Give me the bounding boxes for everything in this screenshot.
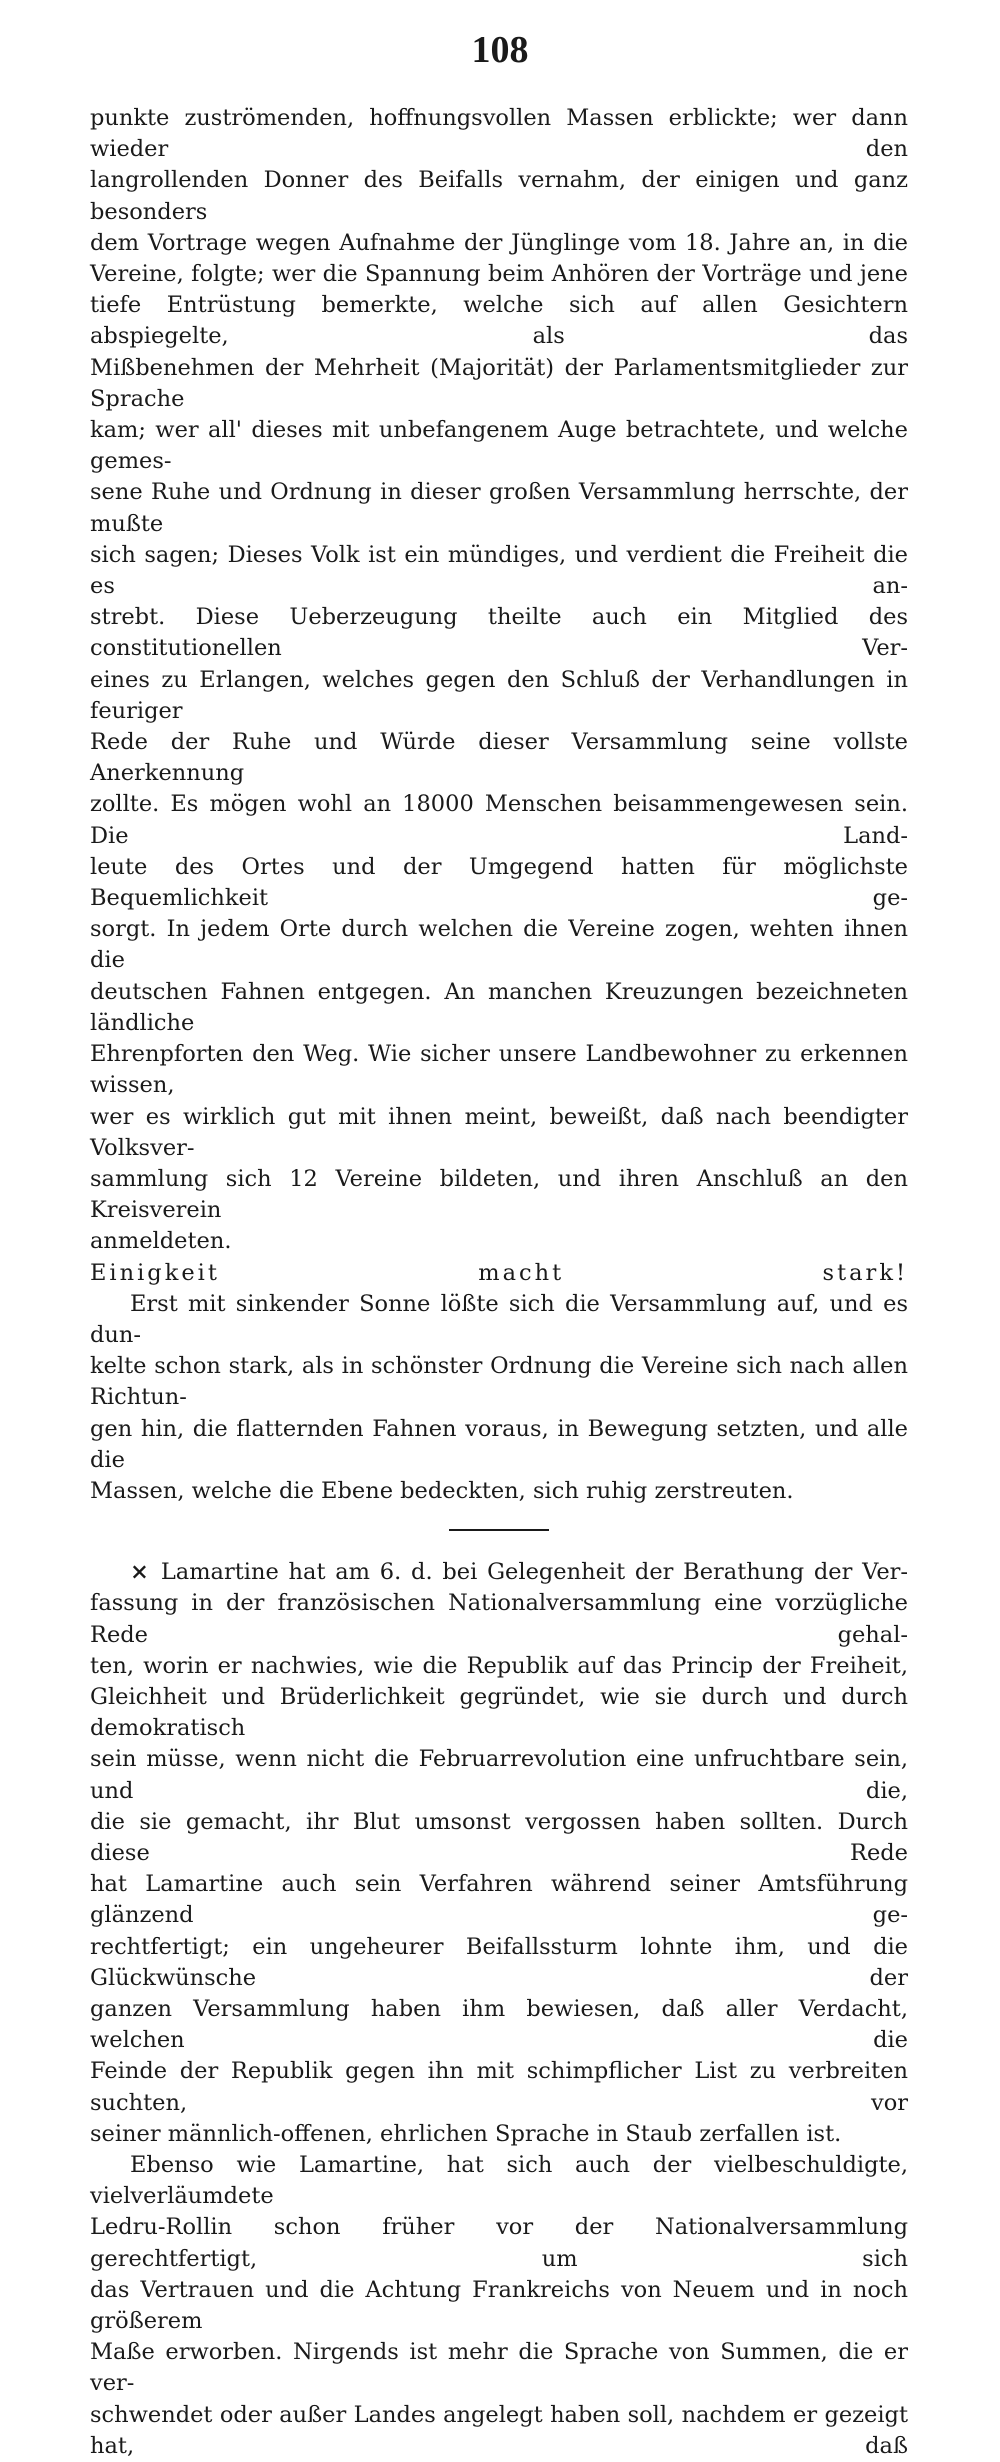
text-line: eines zu Erlangen, welches gegen den Schluß der Verhandlungen in feuriger xyxy=(90,666,908,724)
text-line: hat Lamartine auch sein Verfahren während seiner Amtsführung glänzend ge- xyxy=(90,1871,908,1929)
text-line: Ledru-Rollin schon früher vor der Nationalversammlung gerechtfertigt, um sich xyxy=(90,2214,908,2272)
text-line: sich sagen; Dieses Volk ist ein mündiges, und verdient die Freiheit die es an- xyxy=(90,541,908,600)
section-divider xyxy=(449,1529,549,1531)
page-number: 108 xyxy=(471,29,529,71)
text-line: Massen, welche die Ebene bedeckten, sich ruhig zerstreuten. xyxy=(90,1477,794,1504)
text-line: dem Vortrage wegen Aufnahme der Jünglinge vom 18. Jahre an, in die xyxy=(90,229,908,256)
text-line: sene Ruhe und Ordnung in dieser großen Versammlung herrschte, der mußte xyxy=(90,479,908,537)
text-line: ten, worin er nachwies, wie die Republik auf das Princip der Freiheit, xyxy=(90,1652,908,1679)
cross-marker-icon: ⨯ xyxy=(130,1559,149,1586)
text-line: sein müsse, wenn nicht die Februarrevolution eine unfruchtbare sein, und die, xyxy=(90,1746,908,1804)
text-line: Feinde der Republik gegen ihn mit schimpflicher List zu verbreiten suchten, vor xyxy=(90,2058,908,2116)
text-line: schwendet oder außer Landes angelegt haben soll, nachdem er gezeigt hat, daß xyxy=(90,2401,908,2459)
text-line: zollte. Es mögen wohl an 18000 Menschen beisammengewesen sein. Die Land- xyxy=(90,791,908,849)
text-line: Rede der Ruhe und Würde dieser Versammlung seine vollste Anerkennung xyxy=(90,729,908,787)
body-text xyxy=(90,103,908,2462)
text-line: Maße erworben. Nirgends ist mehr die Sprache von Summen, die er ver- xyxy=(90,2339,908,2397)
text-line: kelte schon stark, als in schönster Ordnung die Vereine sich nach allen Richtun- xyxy=(90,1353,908,1411)
text-line: rechtfertigt; ein ungeheurer Beifallssturm lohnte ihm, und die Glückwünsche der xyxy=(90,1933,908,1991)
text-line: fassung in der französischen Nationalversammlung eine vorzügliche Rede gehal- xyxy=(90,1590,908,1648)
paragraph-3 xyxy=(90,1557,908,2150)
text-line: seiner männlich-offenen, ehrlichen Sprache in Staub zerfallen ist. xyxy=(90,2120,842,2147)
paragraph-4 xyxy=(90,2150,908,2462)
text-line: punkte zuströmenden, hoffnungsvollen Massen erblickte; wer dann wieder den xyxy=(90,105,908,163)
text-line: leute des Ortes und der Umgegend hatten für möglichste Bequemlichkeit ge- xyxy=(90,853,908,912)
text-line: Gleichheit und Brüderlichkeit gegründet, wie sie durch und durch demokratisch xyxy=(90,1683,908,1742)
text-line: Mißbenehmen der Mehrheit (Majorität) der Parlamentsmitglieder zur Sprache xyxy=(90,354,908,412)
text-line: ganzen Versammlung haben ihm bewiesen, daß aller Verdacht, welchen die xyxy=(90,1995,908,2054)
paragraph-2 xyxy=(90,1289,908,1507)
text-line: langrollenden Donner des Beifalls vernahm, der einigen und ganz besonders xyxy=(90,167,908,225)
text-line: deutschen Fahnen entgegen. An manchen Kreuzungen bezeichneten ländliche xyxy=(90,978,908,1036)
text-line: kam; wer all' dieses mit unbefangenem Auge betrachtete, und welche gemes- xyxy=(90,417,908,475)
text-line: anmeldeten. xyxy=(90,1228,232,1255)
text-line xyxy=(90,1557,908,1588)
text-line: sammlung sich 12 Vereine bildeten, und ihren Anschluß an den Kreisverein xyxy=(90,1165,908,1224)
text-line: strebt. Diese Ueberzeugung theilte auch ein Mitglied des constitutionellen Ver- xyxy=(90,604,908,662)
text-line: die sie gemacht, ihr Blut umsonst vergossen haben sollten. Durch diese Rede xyxy=(90,1808,908,1866)
text-line: Vereine, folgte; wer die Spannung beim Anhören der Vorträge und jene xyxy=(90,261,908,288)
text-line: gen hin, die flatternden Fahnen voraus, in Bewegung setzten, und alle die xyxy=(90,1415,908,1473)
paragraph-1 xyxy=(90,103,908,1258)
text-line: das Vertrauen und die Achtung Frankreichs von Neuem und in noch größerem xyxy=(90,2276,908,2335)
text-line: Ehrenpforten den Weg. Wie sicher unsere Landbewohner zu erkennen wissen, xyxy=(90,1041,908,1099)
text-line: Erst mit sinkender Sonne lößte sich die Versammlung auf, und es dun- xyxy=(90,1290,908,1348)
section-heading: Einigkeit macht stark! xyxy=(90,1259,908,1286)
text-line: tiefe Entrüstung bemerkte, welche sich auf allen Gesichtern abspiegelte, als das xyxy=(90,292,908,350)
text-line: Ebenso wie Lamartine, hat sich auch der vielbeschuldigte, vielverläumdete xyxy=(90,2152,908,2210)
text-line-content: Lamartine hat am 6. d. bei Gelegenheit der Berathung der Ver- xyxy=(160,1559,908,1586)
text-line: wer es wirklich gut mit ihnen meint, beweißt, daß nach beendigter Volksver- xyxy=(90,1103,908,1161)
text-line: sorgt. In jedem Orte durch welchen die Vereine zogen, wehten ihnen die xyxy=(90,916,908,974)
